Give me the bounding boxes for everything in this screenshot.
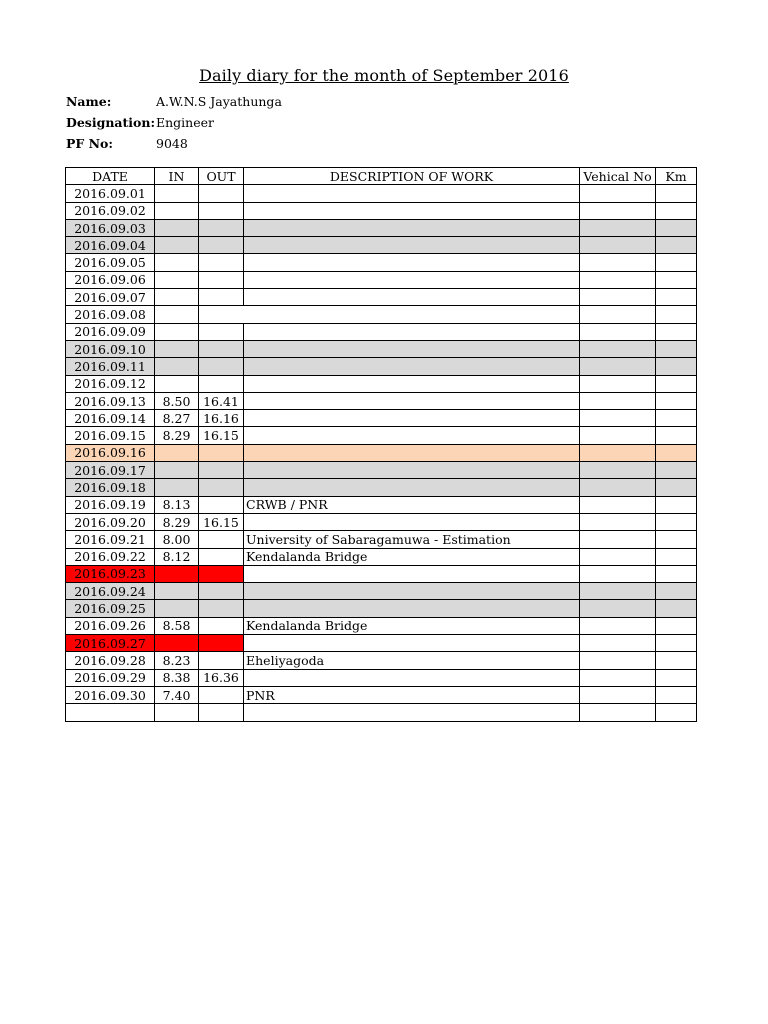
table-row [66, 323, 697, 340]
vehicle-no-cell [580, 513, 656, 530]
in-time-cell [155, 271, 199, 288]
in-time-cell [155, 583, 199, 600]
out-time-cell [199, 444, 244, 461]
description-cell [244, 340, 580, 357]
km-cell [656, 513, 697, 530]
out-time-cell [199, 219, 244, 236]
diary-body [66, 185, 697, 721]
date-cell: 2016.09.02 [66, 202, 155, 219]
km-cell [656, 617, 697, 634]
table-row [66, 410, 697, 427]
km-cell [656, 548, 697, 565]
out-time-cell: 16.36 [199, 669, 244, 686]
table-row [66, 375, 697, 392]
out-time-cell [199, 462, 244, 479]
out-time-cell [199, 202, 244, 219]
in-time-cell [155, 375, 199, 392]
table-row [66, 548, 697, 565]
km-cell [656, 306, 697, 323]
table-row [66, 444, 697, 461]
date-cell: 2016.09.20 [66, 513, 155, 530]
out-time-cell [199, 548, 244, 565]
date-cell: 2016.09.07 [66, 289, 155, 306]
description-cell [244, 219, 580, 236]
date-cell: 2016.09.12 [66, 375, 155, 392]
in-time-cell [155, 289, 199, 306]
table-row [66, 583, 697, 600]
out-time-cell: 16.15 [199, 427, 244, 444]
vehicle-no-cell [580, 392, 656, 409]
vehicle-no-cell [580, 479, 656, 496]
description-cell [244, 513, 580, 530]
vehicle-no-cell [580, 704, 656, 721]
description-cell: Kendalanda Bridge [244, 617, 580, 634]
description-cell [244, 444, 580, 461]
table-row [66, 479, 697, 496]
description-cell: PNR [244, 686, 580, 703]
km-cell [656, 410, 697, 427]
header-out: OUT [199, 168, 244, 185]
page-title: Daily diary for the month of September 2016 [199, 66, 569, 85]
in-time-cell: 8.29 [155, 513, 199, 530]
description-cell [244, 237, 580, 254]
date-cell: 2016.09.23 [66, 565, 155, 582]
vehicle-no-cell [580, 237, 656, 254]
vehicle-no-cell [580, 686, 656, 703]
table-row [66, 462, 697, 479]
vehicle-no-cell [580, 462, 656, 479]
out-time-cell [199, 686, 244, 703]
table-row [66, 600, 697, 617]
table-row [66, 289, 697, 306]
in-time-cell: 8.29 [155, 427, 199, 444]
out-time-cell [199, 600, 244, 617]
out-time-cell [199, 237, 244, 254]
km-cell [656, 496, 697, 513]
out-time-cell [199, 323, 244, 340]
out-time-cell [199, 271, 244, 288]
table-row [66, 219, 697, 236]
vehicle-no-cell [580, 254, 656, 271]
table-row [66, 617, 697, 634]
header-km: Km [656, 168, 697, 185]
out-time-cell [199, 531, 244, 548]
table-row [66, 340, 697, 357]
date-cell: 2016.09.11 [66, 358, 155, 375]
out-time-cell: 16.41 [199, 392, 244, 409]
km-cell [656, 185, 697, 202]
in-time-cell: 8.00 [155, 531, 199, 548]
description-cell: University of Sabaragamuwa - Estimation [244, 531, 580, 548]
date-cell: 2016.09.06 [66, 271, 155, 288]
km-cell [656, 340, 697, 357]
description-cell [244, 479, 580, 496]
out-time-cell [199, 289, 244, 306]
date-cell: 2016.09.14 [66, 410, 155, 427]
header-description: DESCRIPTION OF WORK [244, 168, 580, 185]
date-cell: 2016.09.05 [66, 254, 155, 271]
name-label: Name: [66, 94, 112, 109]
in-time-cell [155, 185, 199, 202]
table-row [66, 358, 697, 375]
vehicle-no-cell [580, 271, 656, 288]
vehicle-no-cell [580, 617, 656, 634]
in-time-cell [155, 254, 199, 271]
date-cell: 2016.09.16 [66, 444, 155, 461]
in-time-cell: 8.13 [155, 496, 199, 513]
date-cell: 2016.09.10 [66, 340, 155, 357]
out-time-cell [199, 479, 244, 496]
in-time-cell [155, 462, 199, 479]
out-time-cell [199, 254, 244, 271]
vehicle-no-cell [580, 358, 656, 375]
description-cell: CRWB / PNR [244, 496, 580, 513]
in-time-cell [155, 704, 199, 721]
table-row [66, 531, 697, 548]
designation-label: Designation: [66, 115, 156, 130]
vehicle-no-cell [580, 600, 656, 617]
date-cell: 2016.09.21 [66, 531, 155, 548]
description-cell [244, 289, 580, 306]
table-row [66, 271, 697, 288]
description-cell [244, 202, 580, 219]
km-cell [656, 323, 697, 340]
vehicle-no-cell [580, 410, 656, 427]
out-time-cell [199, 617, 244, 634]
description-cell [244, 375, 580, 392]
table-row [66, 513, 697, 530]
km-cell [656, 635, 697, 652]
description-cell [244, 392, 580, 409]
km-cell [656, 462, 697, 479]
in-time-cell: 8.58 [155, 617, 199, 634]
table-row [66, 237, 697, 254]
table-row [66, 652, 697, 669]
description-cell [244, 185, 580, 202]
in-time-cell [155, 565, 199, 582]
km-cell [656, 704, 697, 721]
km-cell [656, 254, 697, 271]
out-time-cell: 16.15 [199, 513, 244, 530]
out-time-cell [199, 583, 244, 600]
date-cell: 2016.09.04 [66, 237, 155, 254]
name-value: A.W.N.S Jayathunga [156, 94, 282, 109]
in-time-cell: 8.27 [155, 410, 199, 427]
in-time-cell [155, 237, 199, 254]
table-row [66, 185, 697, 202]
km-cell [656, 565, 697, 582]
vehicle-no-cell [580, 444, 656, 461]
header-vehicle-no: Vehical No [580, 168, 656, 185]
in-time-cell: 8.50 [155, 392, 199, 409]
km-cell [656, 427, 697, 444]
description-cell [244, 410, 580, 427]
date-cell: 2016.09.18 [66, 479, 155, 496]
header-in: IN [155, 168, 199, 185]
date-cell: 2016.09.24 [66, 583, 155, 600]
date-cell: 2016.09.01 [66, 185, 155, 202]
description-cell [244, 254, 580, 271]
vehicle-no-cell [580, 496, 656, 513]
in-time-cell [155, 635, 199, 652]
description-cell [244, 635, 580, 652]
date-cell: 2016.09.27 [66, 635, 155, 652]
km-cell [656, 219, 697, 236]
table-row [66, 202, 697, 219]
description-cell [244, 306, 580, 323]
pf-value: 9048 [156, 136, 188, 151]
km-cell [656, 202, 697, 219]
out-time-cell [199, 340, 244, 357]
in-time-cell: 7.40 [155, 686, 199, 703]
km-cell [656, 237, 697, 254]
vehicle-no-cell [580, 306, 656, 323]
description-cell [244, 704, 580, 721]
date-cell: 2016.09.22 [66, 548, 155, 565]
km-cell [656, 669, 697, 686]
date-cell: 2016.09.19 [66, 496, 155, 513]
description-cell [244, 462, 580, 479]
description-cell [244, 583, 580, 600]
vehicle-no-cell [580, 185, 656, 202]
table-row [66, 306, 697, 323]
date-cell: 2016.09.08 [66, 306, 155, 323]
pf-label: PF No: [66, 136, 114, 151]
vehicle-no-cell [580, 375, 656, 392]
table-row [66, 669, 697, 686]
out-time-cell [199, 358, 244, 375]
vehicle-no-cell [580, 323, 656, 340]
description-cell [244, 669, 580, 686]
out-time-cell [199, 496, 244, 513]
description-cell [244, 358, 580, 375]
vehicle-no-cell [580, 219, 656, 236]
table-row [66, 427, 697, 444]
header-date: DATE [66, 168, 155, 185]
vehicle-no-cell [580, 652, 656, 669]
vehicle-no-cell [580, 548, 656, 565]
date-cell: 2016.09.13 [66, 392, 155, 409]
date-cell: 2016.09.03 [66, 219, 155, 236]
in-time-cell: 8.38 [155, 669, 199, 686]
table-header-row [66, 168, 697, 185]
date-cell: 2016.09.15 [66, 427, 155, 444]
description-cell: Eheliyagoda [244, 652, 580, 669]
km-cell [656, 289, 697, 306]
km-cell [656, 479, 697, 496]
in-time-cell [155, 600, 199, 617]
description-cell [244, 323, 580, 340]
out-time-cell [199, 635, 244, 652]
in-time-cell: 8.23 [155, 652, 199, 669]
date-cell: 2016.09.26 [66, 617, 155, 634]
table-row [66, 254, 697, 271]
diary-table [65, 167, 697, 722]
km-cell [656, 271, 697, 288]
date-cell: 2016.09.17 [66, 462, 155, 479]
in-time-cell [155, 219, 199, 236]
km-cell [656, 358, 697, 375]
km-cell [656, 686, 697, 703]
in-time-cell [155, 323, 199, 340]
table-row [66, 392, 697, 409]
km-cell [656, 652, 697, 669]
km-cell [656, 444, 697, 461]
out-time-cell [199, 375, 244, 392]
in-time-cell [155, 340, 199, 357]
in-time-cell [155, 202, 199, 219]
out-time-cell: 16.16 [199, 410, 244, 427]
description-cell [244, 600, 580, 617]
in-time-cell [155, 358, 199, 375]
table-row [66, 565, 697, 582]
date-cell: 2016.09.09 [66, 323, 155, 340]
in-time-cell [155, 306, 199, 323]
description-cell [244, 565, 580, 582]
out-time-cell [199, 306, 244, 323]
description-cell [244, 271, 580, 288]
designation-value: Engineer [156, 115, 214, 130]
out-time-cell [199, 652, 244, 669]
description-cell: Kendalanda Bridge [244, 548, 580, 565]
km-cell [656, 375, 697, 392]
date-cell: 2016.09.29 [66, 669, 155, 686]
vehicle-no-cell [580, 340, 656, 357]
km-cell [656, 600, 697, 617]
vehicle-no-cell [580, 427, 656, 444]
vehicle-no-cell [580, 669, 656, 686]
table-row [66, 704, 697, 721]
table-row [66, 496, 697, 513]
km-cell [656, 583, 697, 600]
date-cell: 2016.09.30 [66, 686, 155, 703]
vehicle-no-cell [580, 565, 656, 582]
vehicle-no-cell [580, 531, 656, 548]
out-time-cell [199, 185, 244, 202]
km-cell [656, 392, 697, 409]
date-cell [66, 704, 155, 721]
in-time-cell [155, 444, 199, 461]
in-time-cell [155, 479, 199, 496]
vehicle-no-cell [580, 635, 656, 652]
description-cell [244, 427, 580, 444]
date-cell: 2016.09.25 [66, 600, 155, 617]
km-cell [656, 531, 697, 548]
out-time-cell [199, 704, 244, 721]
vehicle-no-cell [580, 583, 656, 600]
vehicle-no-cell [580, 289, 656, 306]
table-row [66, 686, 697, 703]
date-cell: 2016.09.28 [66, 652, 155, 669]
out-time-cell [199, 565, 244, 582]
in-time-cell: 8.12 [155, 548, 199, 565]
vehicle-no-cell [580, 202, 656, 219]
table-row [66, 635, 697, 652]
